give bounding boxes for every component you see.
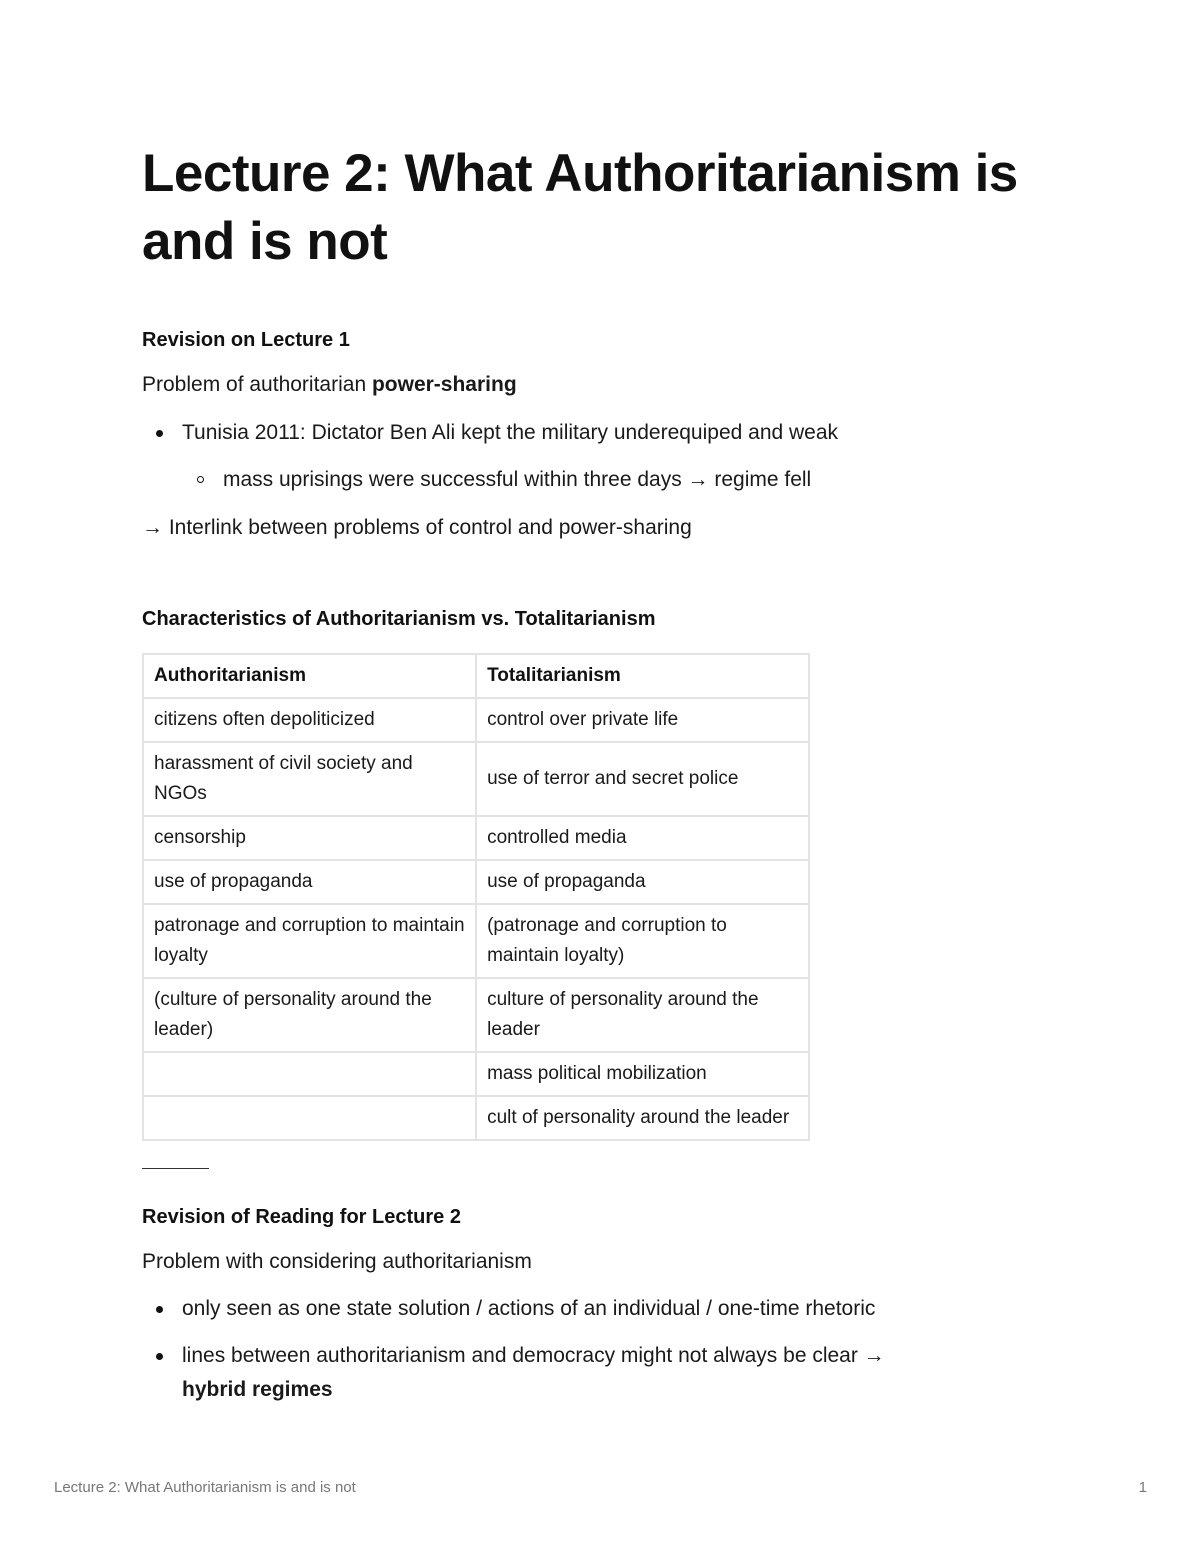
paragraph-text: Problem of authoritarian <box>142 373 372 396</box>
bullet-lines-between <box>182 1339 1022 1407</box>
section-heading-characteristics: Characteristics of Authoritarianism vs. Totalitarianism <box>142 608 656 630</box>
column-header-authoritarianism: Authoritarianism <box>143 654 476 698</box>
table-row <box>143 860 809 904</box>
table-row <box>143 1052 809 1096</box>
bold-term-hybrid-regimes: hybrid regimes <box>182 1378 333 1401</box>
bullet-dot-icon <box>156 1353 163 1360</box>
table-row <box>143 978 809 1052</box>
bold-term-power-sharing: power-sharing <box>371 373 517 396</box>
table-row <box>143 698 809 742</box>
table-cell: cult of personality around the leader <box>476 1096 809 1140</box>
footer-title: Lecture 2: What Authoritarianism is and is not <box>54 1479 356 1496</box>
table-cell: use of propaganda <box>143 860 476 904</box>
table-cell: culture of personality around the leader <box>476 978 809 1052</box>
column-header-totalitarianism: Totalitarianism <box>476 654 809 698</box>
footer-page-number: 1 <box>1138 1479 1147 1496</box>
table-cell: controlled media <box>476 816 809 860</box>
table-cell: harassment of civil society and NGOs <box>143 742 476 816</box>
table-cell: (patronage and corruption to maintain loyalty) <box>476 904 809 978</box>
section-heading-revision-lecture-1: Revision on Lecture 1 <box>142 329 350 351</box>
table-cell: mass political mobilization <box>476 1052 809 1096</box>
bullet-text: lines between authoritarianism and democracy might not always be clear → <box>182 1344 885 1367</box>
table-cell: use of propaganda <box>476 860 809 904</box>
divider <box>142 1168 209 1169</box>
table-row <box>143 816 809 860</box>
comparison-table <box>142 653 810 1141</box>
bullet-dot-icon <box>156 1306 163 1313</box>
paragraph-problem-considering: Problem with considering authoritarianism <box>142 1250 532 1273</box>
sub-bullet-mass-uprisings: mass uprisings were successful within three days → regime fell <box>223 468 812 491</box>
section-heading-revision-reading: Revision of Reading for Lecture 2 <box>142 1206 461 1228</box>
table-cell: (culture of personality around the leader) <box>143 978 476 1052</box>
table-header-row <box>143 654 809 698</box>
bullet-dot-icon <box>156 430 163 437</box>
table-row <box>143 1096 809 1140</box>
table-cell: censorship <box>143 816 476 860</box>
table-cell: patronage and corruption to maintain loyalty <box>143 904 476 978</box>
table-cell: use of terror and secret police <box>476 742 809 816</box>
table-cell: citizens often depoliticized <box>143 698 476 742</box>
bullet-tunisia: Tunisia 2011: Dictator Ben Ali kept the military underequiped and weak <box>182 421 839 444</box>
table-row <box>143 742 809 816</box>
table-cell: control over private life <box>476 698 809 742</box>
table-cell <box>143 1052 476 1096</box>
paragraph-power-sharing-problem <box>142 371 517 399</box>
table-cell <box>143 1096 476 1140</box>
bullet-one-state-solution: only seen as one state solution / actions of an individual / one-time rhetoric <box>182 1297 876 1320</box>
sub-bullet-circle-icon <box>197 476 204 483</box>
paragraph-interlink: → Interlink between problems of control and power-sharing <box>142 516 692 539</box>
page-title: Lecture 2: What Authoritarianism is and is not <box>142 144 1018 271</box>
table-row <box>143 904 809 978</box>
